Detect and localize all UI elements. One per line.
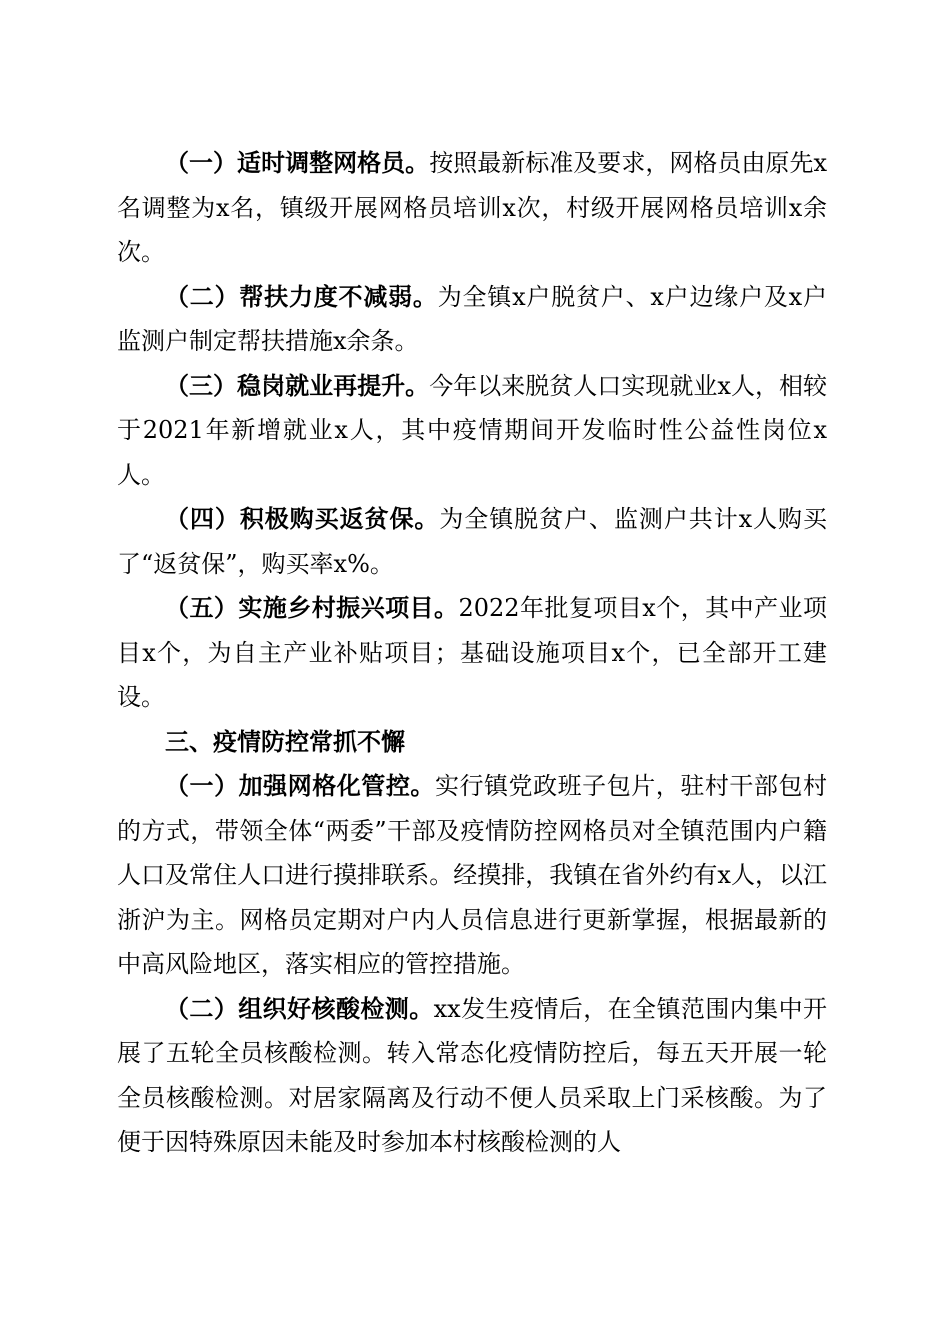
paragraph-poverty-insurance — [117, 497, 827, 586]
paragraph-lead: （二）组织好核酸检测。 — [165, 994, 434, 1023]
paragraph-lead: （二）帮扶力度不减弱。 — [165, 282, 438, 311]
paragraph-lead: （一）适时调整网格员。 — [165, 149, 430, 177]
paragraph-text: 按照最新标准及要求，网格员由原先x名调整为x名，镇级开展网格员培训x次，村级开展网格员培训x余次。 — [117, 149, 827, 266]
paragraph-text: 为全镇x户脱贫户、x户边缘户及x户监测户制定帮扶措施x余条。 — [117, 282, 827, 355]
paragraph-nucleic-acid-testing — [117, 987, 827, 1165]
paragraph-text: xx发生疫情后，在全镇范围内集中开展了五轮全员核酸检测。转入常态化疫情防控后，每五天开展一轮全员核酸检测。对居家隔离及行动不便人员采取上门采核酸。为了便于因特殊原因未能及时参加本村核酸检测的人 — [117, 994, 827, 1156]
paragraph-text: 为全镇脱贫户、监测户共计x人购买了“返贫保”，购买率x%。 — [117, 505, 828, 578]
paragraph-lead: （四）积极购买返贫保。 — [165, 505, 440, 533]
paragraph-grid-control — [117, 764, 827, 987]
section-heading-epidemic-control: 三、疫情防控常抓不懈 — [165, 727, 405, 756]
paragraph-text: 实行镇党政班子包片，驻村干部包村的方式，带领全体“两委”干部及疫情防控网格员对全镇范围内户籍人口及常住人口进行摸排联系。经摸排，我镇在省外约有x人，以江浙沪为主。网格员定期对户内人员信息进行更新掌握，根据最新的中高风险地区，落实相应的管控措施。 — [117, 772, 828, 978]
document-body — [117, 141, 827, 1165]
paragraph-lead: （一）加强网格化管控。 — [165, 772, 435, 800]
paragraph-lead: （三）稳岗就业再提升。 — [165, 371, 430, 400]
paragraph-lead: （五）实施乡村振兴项目。 — [165, 594, 459, 622]
paragraph-rural-revitalization-projects — [117, 586, 827, 720]
paragraph-assistance-strength — [117, 275, 827, 364]
paragraph-adjust-grid-staff — [117, 141, 827, 275]
paragraph-text: 今年以来脱贫人口实现就业x人，相较于2021年新增就业x人，其中疫情期间开发临时性公益性岗位x人。 — [117, 371, 827, 489]
paragraph-text: 2022年批复项目x个，其中产业项目x个，为自主产业补贴项目；基础设施项目x个，已全部开工建设。 — [117, 594, 827, 711]
paragraph-stable-employment — [117, 364, 827, 498]
